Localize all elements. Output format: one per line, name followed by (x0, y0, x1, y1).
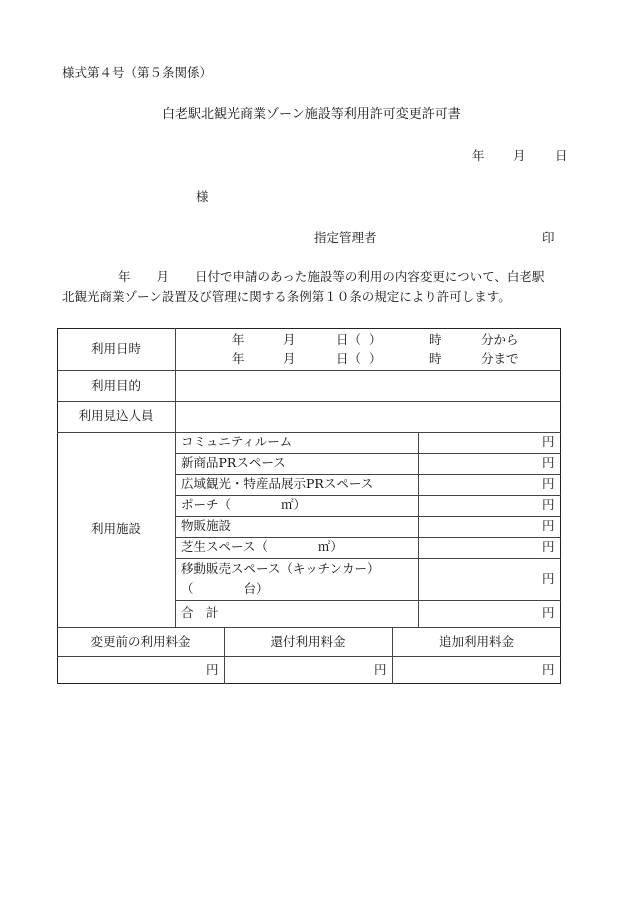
datetime-to-month: 月 (283, 351, 296, 366)
fee-additional-label: 追加利用料金 (438, 634, 514, 649)
datetime-to-minute: 分まで (481, 351, 519, 366)
label-column-divider (175, 328, 176, 627)
datetime-from-hour: 時 (429, 332, 442, 347)
row-divider (57, 370, 561, 371)
facility-name: 広域観光・特産品展示PRスペース (181, 476, 374, 491)
datetime-from-year: 年 (232, 332, 245, 347)
body-month: 月 (156, 269, 170, 284)
facility-yen: 円 (542, 539, 555, 554)
facility-yen: 円 (542, 571, 555, 586)
datetime-to-hour: 時 (429, 351, 442, 366)
facility-yen: 円 (542, 518, 555, 533)
purpose-label: 利用目的 (90, 378, 141, 393)
datetime-from-day: 日（ ） (336, 332, 382, 347)
page-title: 白老駅北観光商業ゾーン施設等利用許可変更許可書 (162, 107, 461, 122)
facility-yen: 円 (542, 455, 555, 470)
facilities-label: 利用施設 (90, 521, 141, 536)
date-year: 年 (472, 148, 485, 163)
facility-name-sub: （ 台） (181, 581, 269, 596)
body-line1: 日付で申請のあった施設等の利用の内容変更について、白老駅 (195, 269, 545, 284)
datetime-to-day: 日（ ） (336, 351, 382, 366)
date-day: 日 (555, 148, 568, 163)
facility-name: コミュニティルーム (181, 434, 293, 449)
facility-name: 物販施設 (181, 518, 232, 533)
row-divider (57, 656, 561, 657)
row-divider (57, 627, 561, 628)
fee-before-label: 変更前の利用料金 (90, 634, 191, 649)
fee-before-yen: 円 (206, 662, 219, 677)
fee-additional-yen: 円 (542, 662, 555, 677)
body-line2: 北観光商業ゾーン設置及び管理に関する条例第１０条の規定により許可します。 (62, 289, 511, 304)
issuer-label: 指定管理者 (314, 230, 377, 245)
usage-datetime-label: 利用日時 (90, 341, 141, 356)
facility-divider (175, 537, 561, 538)
facility-name: ポーチ（ ㎡） (181, 497, 307, 512)
body-year: 年 (118, 269, 131, 284)
facility-yen: 円 (542, 476, 555, 491)
date-month: 月 (513, 148, 526, 163)
facility-divider (175, 495, 561, 496)
total-yen: 円 (542, 605, 555, 620)
datetime-to-year: 年 (232, 351, 245, 366)
facility-yen: 円 (542, 434, 555, 449)
facility-divider (175, 516, 561, 517)
datetime-from-minute: 分から (481, 332, 519, 347)
form-number: 様式第４号（第５条関係） (62, 65, 213, 80)
seal-mark: 印 (542, 230, 555, 245)
facility-yen: 円 (542, 497, 555, 512)
amount-column-divider (418, 432, 419, 627)
row-divider (57, 401, 561, 402)
total-label: 合 計 (181, 605, 219, 620)
fee-refund-yen: 円 (374, 662, 387, 677)
expected-people-label: 利用見込人員 (78, 408, 154, 423)
fee-refund-label: 還付利用料金 (270, 634, 346, 649)
facility-name: 新商品PRスペース (181, 455, 286, 470)
facility-divider (175, 600, 561, 601)
body-paragraph (62, 267, 572, 307)
datetime-from-month: 月 (283, 332, 296, 347)
facility-divider (175, 453, 561, 454)
addressee-suffix: 様 (196, 189, 209, 204)
facility-divider (175, 558, 561, 559)
row-divider (57, 432, 561, 433)
facility-name: 芝生スペース（ ㎡） (181, 539, 343, 554)
facility-name: 移動販売スペース（キッチンカー） (181, 561, 380, 576)
facility-divider (175, 474, 561, 475)
